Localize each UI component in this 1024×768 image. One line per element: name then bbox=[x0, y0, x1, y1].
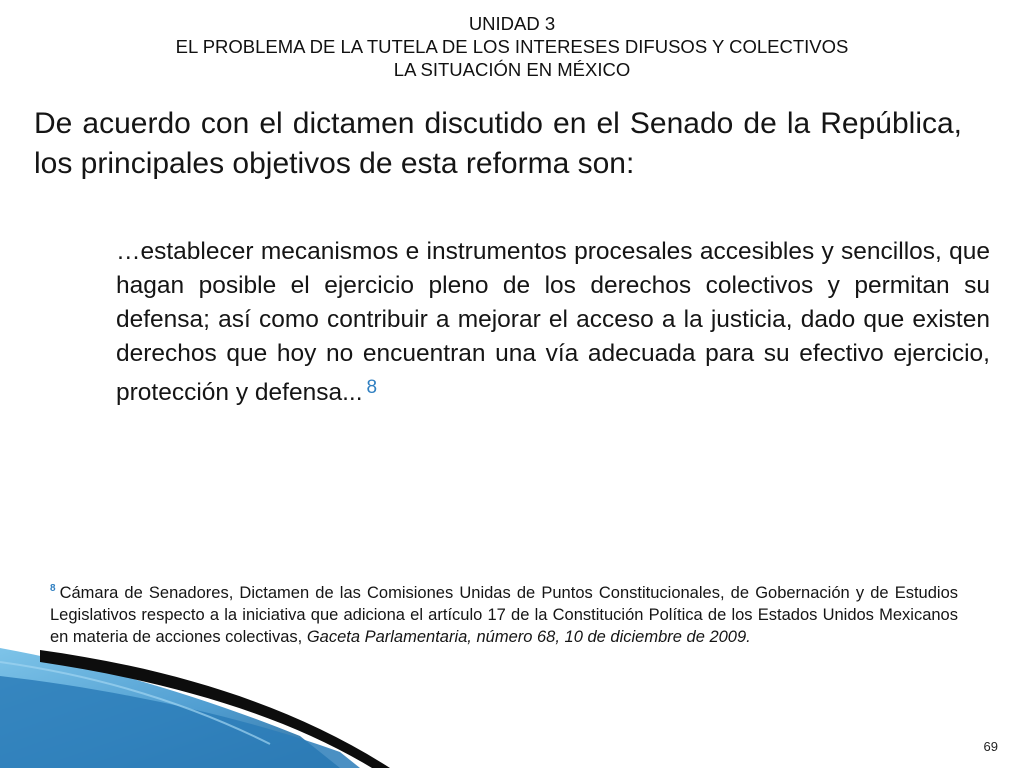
wave-highlight bbox=[0, 662, 270, 744]
slide-header bbox=[0, 12, 1024, 81]
footnote-reference: 8 bbox=[366, 377, 378, 398]
unit-subtitle: LA SITUACIÓN EN MÉXICO bbox=[393, 59, 631, 80]
unit-title: EL PROBLEMA DE LA TUTELA DE LOS INTERESES DIFUSOS Y COLECTIVOS bbox=[175, 36, 849, 57]
wave-light-shape bbox=[0, 648, 340, 768]
intro-paragraph: De acuerdo con el dictamen discutido en el Senado de la República, los principales objetivos de esta reforma son: bbox=[34, 107, 962, 180]
wave-dark-shape bbox=[0, 676, 360, 768]
footnote bbox=[50, 578, 958, 648]
footnote-mark: 8 bbox=[50, 583, 56, 594]
wave-black-stripe bbox=[40, 650, 390, 768]
unit-label: UNIDAD 3 bbox=[468, 13, 556, 34]
footnote-text: Cámara de Senadores, Dictamen de las Comisiones Unidas de Puntos Constitucionales, de Gobernación y de Estudios Legislativos respecto a la iniciativa que adiciona el artículo 17 de la Constitución Política de los Estados Unidos Mexicanos en materia de acciones colectivas, bbox=[50, 584, 958, 646]
page-number: 69 bbox=[983, 739, 998, 754]
quote-block bbox=[116, 235, 990, 410]
footnote-source: Gaceta Parlamentaria, número 68, 10 de diciembre de 2009. bbox=[306, 628, 751, 646]
quote-text: …establecer mecanismos e instrumentos procesales accesibles y sencillos, que hagan posible el ejercicio pleno de los derechos colectivos y permitan su defensa; así como contribuir a mejorar el acceso a la justicia, dado que existen derechos que hoy no encuentran una vía adecuada para su efectivo ejercicio, protección y defensa... bbox=[116, 238, 990, 406]
